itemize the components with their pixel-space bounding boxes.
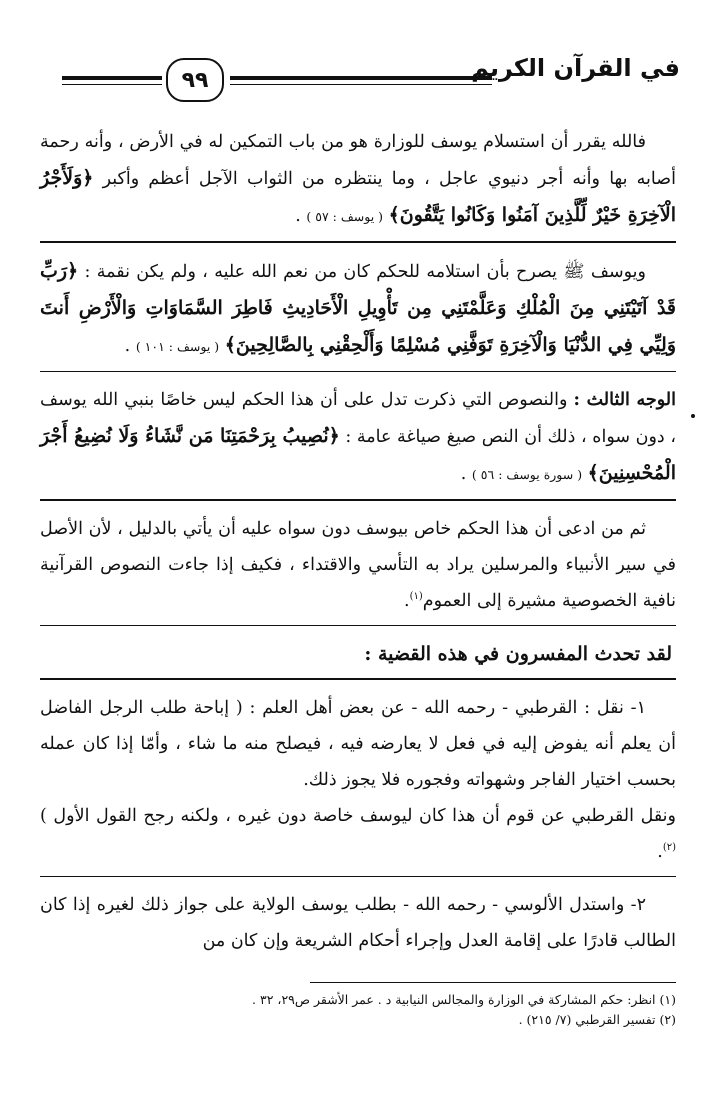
- paragraph-separator: [40, 241, 676, 243]
- paragraph-text: فالله يقرر أن استسلام يوسف للوزارة هو من باب التمكين له في الأرض ، وأنه رحمة أصابه بها وأنه أجر دنيوي عاجل ، وما ينتظره من الثواب الآجل أعظم وأكبر: [40, 132, 676, 189]
- paragraph-text: ١- نقل : القرطبي - رحمه الله - عن بعض أهل العلم : ( إباحة طلب الرجل الفاضل أن يعلم أنه يفوض إليه في فعل لا يعارضه فيه ، فيصلح منه ما شاء ، وأمّا إذا كان عمله بحسب اختيار الفاجر وشهواته وفجوره فلا يجوز ذلك.: [40, 697, 676, 790]
- main-text: [40, 124, 676, 959]
- header-rule: [62, 76, 162, 80]
- paragraph-end: .: [124, 335, 131, 356]
- section-lead: الوجه الثالث :: [573, 390, 676, 410]
- margin-mark: [691, 414, 695, 418]
- paragraph-text: ويوسف ﷺ يصرح بأن استلامه للحكم كان من نعم الله عليه ، ولم يكن نقمة :: [84, 261, 646, 282]
- footnotes: [40, 990, 676, 1030]
- paragraph-text: والنصوص التي ذكرت تدل على أن هذا الحكم ليس خاصًا بنبي الله يوسف ، دون سواه ، ذلك أن النص صيغ صياغة عامة :: [40, 390, 676, 447]
- paragraph-end: .: [657, 841, 663, 862]
- paragraph-2: [40, 253, 676, 365]
- quran-verse: ﴿رَبِّ قَدْ آتَيْتَنِي مِنَ الْمُلْكِ وَعَلَّمْتَنِي مِن تَأْوِيلِ الْأَحَادِيثِ فَاطِرَ السَّمَاوَاتِ وَالْأَرْضِ أَنتَ وَلِيِّي فِي الدُّنْيَا وَالْآخِرَةِ تَوَفَّنِي مُسْلِمًا وَأَلْحِقْنِي بِالصَّالِحِينَ﴾: [40, 259, 676, 356]
- paragraph-4: [40, 511, 676, 619]
- page-number: ٩٩: [166, 58, 224, 102]
- section-heading: لقد تحدث المفسرون في هذه القضية :: [364, 643, 672, 665]
- verse-reference: ( يوسف : ١٠١ ): [135, 338, 220, 354]
- paragraph-separator: [40, 876, 676, 878]
- paragraph-separator: [40, 678, 676, 680]
- paragraph-text: ونقل القرطبي عن قوم أن هذا كان ليوسف خاصة دون غيره ، ولكنه رجح القول الأول ): [40, 805, 676, 826]
- footnote-2: (٢) تفسير القرطبي (٧/ ٢١٥) .: [518, 1012, 676, 1027]
- running-title: في القرآن الكريم: [471, 54, 680, 82]
- footnote-1: (١) انظر: حكم المشاركة في الوزارة والمجالس النيابية د . عمر الأشقر ص٢٩، ٣٢ .: [252, 992, 676, 1007]
- page-header: [40, 48, 680, 108]
- paragraph-5: [40, 690, 676, 798]
- footnote-marker: (٢): [662, 841, 676, 853]
- paragraph-separator: [40, 499, 676, 501]
- header-rule: [230, 84, 492, 85]
- paragraph-text: ثم من ادعى أن هذا الحكم خاص بيوسف دون سواه عليه أن يأتي بالدليل ، لأن الأصل في سير الأنبياء والمرسلين يراد به التأسي والاقتداء ، فكيف إذا جاءت النصوص القرآنية نافية الخصوصية مشيرة إلى العموم: [40, 518, 676, 611]
- verse-reference: ( سورة يوسف : ٥٦ ): [471, 467, 583, 482]
- paragraph-separator: [40, 625, 676, 627]
- footnote-rule: [310, 982, 676, 983]
- paragraph-end: .: [295, 206, 301, 226]
- paragraph-3: [40, 382, 676, 493]
- paragraph-7: [40, 887, 676, 959]
- paragraph-end: .: [404, 590, 410, 611]
- verse-reference: ( يوسف : ٥٧ ): [306, 209, 384, 224]
- paragraph-text: ٢- واستدل الألوسي - رحمه الله - بطلب يوسف الولاية على جواز ذلك لغيره إذا كان الطالب قادرًا على إقامة العدل وإجراء أحكام الشريعة وإن كان من: [40, 895, 676, 951]
- quran-verse: ﴿نُصِيبُ بِرَحْمَتِنَا مَن نَّشَاءُ وَلَا نُضِيعُ أَجْرَ الْمُحْسِنِينَ﴾: [40, 425, 676, 484]
- header-rule: [62, 84, 162, 85]
- paragraph-separator: [40, 371, 676, 373]
- paragraph-end: .: [460, 464, 467, 484]
- footnote-marker: (١): [409, 590, 423, 602]
- quran-verse: ﴿وَلَأَجْرُ الْآخِرَةِ خَيْرٌ لِّلَّذِينَ آمَنُوا وَكَانُوا يَتَّقُونَ﴾: [40, 167, 676, 226]
- paragraph-1: [40, 124, 676, 235]
- header-rule: [230, 76, 492, 80]
- paragraph-6: [40, 798, 676, 870]
